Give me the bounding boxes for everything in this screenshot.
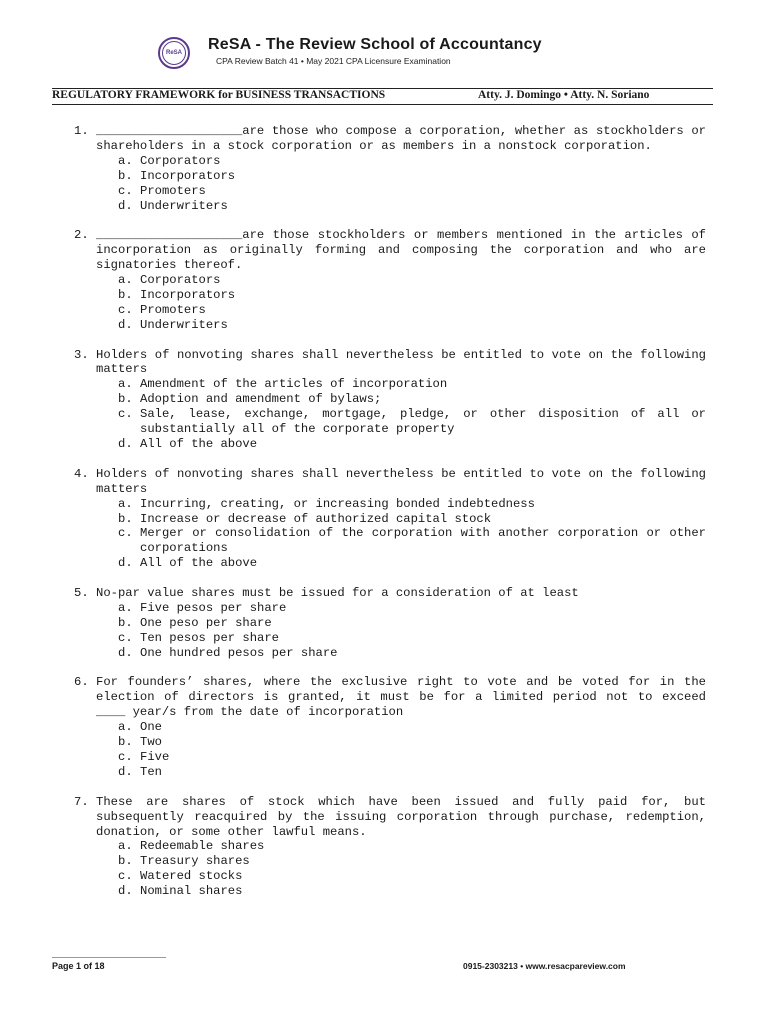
option-list (118, 154, 706, 214)
question-item (74, 348, 706, 452)
question-number: 3. (74, 347, 89, 362)
question-number: 6. (74, 675, 89, 690)
question-item (74, 228, 706, 332)
option-letter: c. (118, 749, 133, 764)
answer-option (118, 199, 706, 214)
question-number: 4. (74, 466, 89, 481)
option-letter: b. (118, 287, 133, 302)
lecturers: Atty. J. Domingo • Atty. N. Soriano (478, 89, 650, 101)
option-letter: a. (118, 839, 133, 854)
option-text: Promoters (140, 183, 206, 198)
answer-option (118, 512, 706, 527)
answer-option (118, 273, 706, 288)
option-list (118, 377, 706, 452)
option-letter: b. (118, 854, 133, 869)
option-text: One peso per share (140, 615, 272, 630)
question-text: ____________________are those stockholders or members mentioned in the articles of incorporation as originally forming and composing the corporation and who are signatories thereof. (96, 228, 706, 273)
option-text: Incorporators (140, 287, 236, 302)
option-letter: c. (118, 869, 133, 884)
footer-rule (52, 957, 166, 958)
option-letter: c. (118, 407, 133, 422)
option-letter: d. (118, 884, 133, 899)
question-text: Holders of nonvoting shares shall nevertheless be entitled to vote on the following matters (96, 466, 706, 496)
resa-logo (158, 37, 190, 69)
option-text: Increase or decrease of authorized capital stock (140, 511, 492, 526)
option-text: Watered stocks (140, 869, 243, 884)
question-text: No-par value shares must be issued for a consideration of at least (96, 586, 579, 601)
answer-option (118, 154, 706, 169)
answer-option (118, 318, 706, 333)
page-number: Page 1 of 18 (52, 961, 105, 971)
answer-option (118, 303, 706, 318)
option-text: Corporators (140, 153, 221, 168)
answer-option (118, 869, 706, 884)
option-letter: b. (118, 511, 133, 526)
option-text: Underwriters (140, 198, 228, 213)
option-text: Two (140, 735, 162, 750)
option-letter: c. (118, 526, 133, 541)
answer-option (118, 631, 706, 646)
option-letter: a. (118, 273, 133, 288)
option-text: Treasury shares (140, 854, 250, 869)
option-list (118, 720, 706, 780)
option-text: Adoption and amendment of bylaws; (140, 392, 382, 407)
option-letter: d. (118, 437, 133, 451)
question-list (74, 124, 706, 914)
answer-option (118, 526, 706, 556)
question-item (74, 795, 706, 899)
answer-option (118, 765, 706, 780)
option-letter: d. (118, 764, 133, 779)
question-number: 2. (74, 228, 89, 243)
question-text: Holders of nonvoting shares shall nevertheless be entitled to vote on the following matters (96, 347, 706, 377)
option-text: Ten pesos per share (140, 630, 279, 645)
option-text: Corporators (140, 273, 221, 288)
option-list (118, 497, 706, 572)
answer-option (118, 556, 706, 571)
answer-option (118, 407, 706, 437)
option-text: Sale, lease, exchange, mortgage, pledge, or other disposition of all or substantially all of the corporate property (140, 407, 706, 437)
option-letter: d. (118, 317, 133, 332)
answer-option (118, 392, 706, 407)
option-text: Incurring, creating, or increasing bonded indebtedness (140, 496, 535, 511)
answer-option (118, 288, 706, 303)
contact-info: 0915-2303213 • www.resacpareview.com (463, 961, 626, 971)
option-text: All of the above (140, 437, 258, 451)
answer-option (118, 735, 706, 750)
option-list (118, 839, 706, 899)
option-letter: b. (118, 735, 133, 750)
answer-option (118, 169, 706, 184)
option-text: Five (140, 749, 170, 764)
question-text: ____________________are those who compose a corporation, whether as stockholders or shareholders in a stock corporation or as members in a nonstock corporation. (96, 124, 706, 153)
answer-option (118, 377, 706, 392)
answer-option (118, 839, 706, 854)
option-text: Promoters (140, 302, 206, 317)
option-letter: a. (118, 720, 133, 735)
option-letter: d. (118, 556, 133, 571)
option-text: One (140, 720, 162, 735)
answer-option (118, 646, 706, 661)
option-text: Nominal shares (140, 884, 243, 899)
answer-option (118, 437, 706, 452)
option-text: All of the above (140, 556, 258, 571)
answer-option (118, 884, 706, 899)
subject-title: REGULATORY FRAMEWORK for BUSINESS TRANSACTIONS (52, 89, 386, 101)
option-letter: b. (118, 168, 133, 183)
answer-option (118, 750, 706, 765)
option-text: One hundred pesos per share (140, 645, 338, 660)
option-letter: b. (118, 615, 133, 630)
question-number: 1. (74, 124, 89, 138)
option-letter: c. (118, 183, 133, 198)
question-text: These are shares of stock which have been issued and fully paid for, but subsequently reacquired by the issuing corporation through purchase, redemption, donation, or some other lawful means. (96, 794, 706, 839)
option-text: Merger or consolidation of the corporation with another corporation or other corporations (140, 526, 706, 556)
option-letter: a. (118, 377, 133, 392)
option-text: Five pesos per share (140, 600, 287, 615)
answer-option (118, 497, 706, 512)
answer-option (118, 616, 706, 631)
logo-seal-text: ReSA (162, 41, 186, 65)
option-text: Incorporators (140, 168, 236, 183)
option-letter: c. (118, 630, 133, 645)
option-text: Amendment of the articles of incorporation (140, 377, 448, 392)
option-list (118, 273, 706, 333)
option-letter: c. (118, 302, 133, 317)
question-number: 5. (74, 586, 89, 601)
answer-option (118, 184, 706, 199)
question-text: For founders’ shares, where the exclusive right to vote and be voted for in the election of directors is granted, it must be for a limited period not to exceed ____ year/s from the date of incorporation (96, 675, 706, 720)
answer-option (118, 854, 706, 869)
option-text: Redeemable shares (140, 839, 265, 854)
option-letter: a. (118, 600, 133, 615)
option-text: Ten (140, 764, 162, 779)
question-item (74, 467, 706, 571)
option-letter: b. (118, 392, 133, 407)
question-item (74, 675, 706, 779)
answer-option (118, 720, 706, 735)
option-text: Underwriters (140, 317, 228, 332)
option-letter: a. (118, 153, 133, 168)
option-letter: d. (118, 198, 133, 213)
question-item (74, 124, 706, 213)
question-number: 7. (74, 794, 89, 809)
option-list (118, 601, 706, 661)
option-letter: d. (118, 645, 133, 660)
question-item (74, 586, 706, 661)
header-rule-bottom (52, 104, 713, 105)
school-name: ReSA - The Review School of Accountancy (208, 36, 542, 53)
answer-option (118, 601, 706, 616)
batch-line: CPA Review Batch 41 • May 2021 CPA Licensure Examination (216, 56, 451, 66)
option-letter: a. (118, 496, 133, 511)
